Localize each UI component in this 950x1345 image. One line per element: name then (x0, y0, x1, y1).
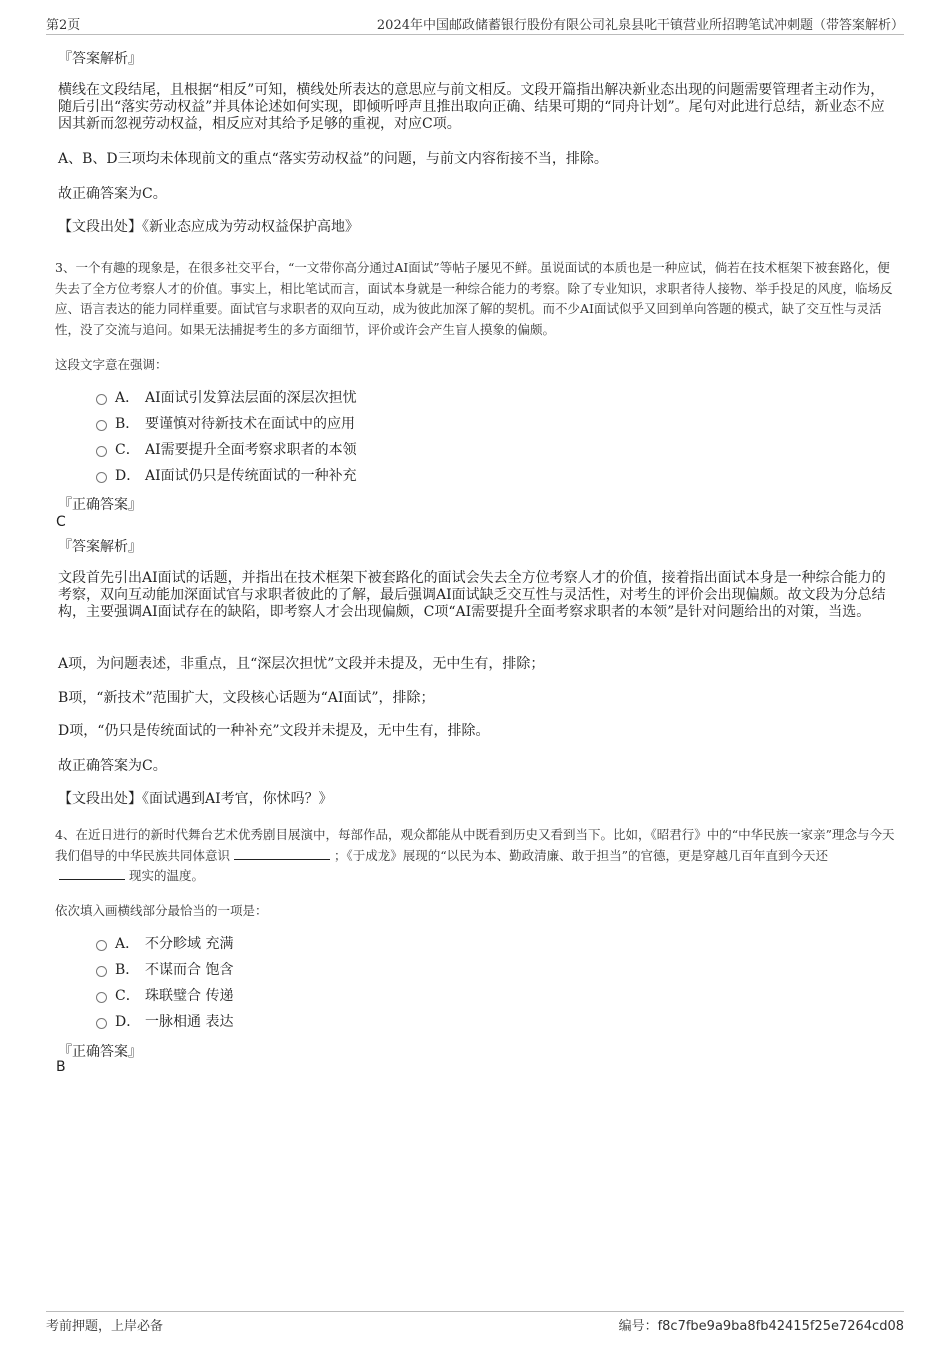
analysis-conclusion: 故正确答案为C。 (58, 186, 167, 202)
correct-answer-label: 『正确答案』 (58, 1044, 142, 1060)
question-4-prompt: 依次填入画横线部分最恰当的一项是： (55, 903, 268, 918)
option-b[interactable]: B． 要谨慎对待新技术在面试中的应用 (96, 414, 355, 434)
option-b[interactable]: B． 不谋而合 饱含 (96, 960, 233, 980)
radio-icon[interactable] (96, 420, 107, 431)
option-a[interactable]: A． AI面试引发算法层面的深层次担忧 (96, 388, 357, 408)
radio-icon[interactable] (96, 472, 107, 483)
analysis-paragraph: A、B、D三项均未体现前文的重点“落实劳动权益”的问题，与前文内容衔接不当，排除。 (58, 151, 608, 167)
fill-blank-2[interactable] (59, 867, 125, 880)
analysis-paragraph: D项，“仍只是传统面试的一种补充”文段并未提及，无中生有，排除。 (58, 723, 490, 739)
option-c[interactable]: C． AI需要提升全面考察求职者的本领 (96, 440, 357, 460)
radio-icon[interactable] (96, 992, 107, 1003)
document-title: 2024年中国邮政储蓄银行股份有限公司礼泉县叱干镇营业所招聘笔试冲刺题（带答案解析） (376, 18, 904, 33)
analysis-paragraph: 文段首先引出AI面试的话题，并指出在技术框架下被套路化的面试会失去全方位考察人才的价值，接着指出面试本身是一种综合能力的考察，双向互动能加深面试官与求职者彼此的了解，最后强调AI面试缺乏交互性与灵活性，对考生的评价会出现偏颇。故文段为分总结构，主要强调AI面试存在的缺陷，即考察人才会出现偏颇，C项“AI需要提升全面考察求职者的本领”是针对问题给出的对策，当选。 (58, 570, 886, 620)
analysis-paragraph: A项，为问题表述，非重点，且“深层次担忧”文段并未提及，无中生有，排除； (58, 656, 545, 672)
analysis-label: 『答案解析』 (58, 539, 142, 555)
option-d[interactable]: D． 一脉相通 表达 (96, 1012, 233, 1032)
correct-answer: C (56, 514, 66, 530)
footer-slogan: 考前押题，上岸必备 (46, 1319, 164, 1334)
radio-icon[interactable] (96, 1018, 107, 1029)
question-4-stem: 4、在近日进行的新时代舞台艺术优秀剧目展演中，每部作品，观众都能从中既看到历史又看到当下。比如，《昭君行》中的“中华民族一家亲”理念与今天我们倡导的中华民族共同体意识 ；《于成龙》展现的“以民为本、勤政清廉、敢于担当”的官德，更是穿越几百年直到今天还现实的温度。 (55, 827, 895, 883)
radio-icon[interactable] (96, 966, 107, 977)
page-footer (46, 1311, 904, 1334)
analysis-label: 『答案解析』 (58, 51, 142, 67)
correct-answer: B (56, 1059, 66, 1075)
passage-source: 【文段出处】《新业态应成为劳动权益保护高地》 (58, 219, 359, 235)
radio-icon[interactable] (96, 940, 107, 951)
option-d[interactable]: D． AI面试仍只是传统面试的一种补充 (96, 466, 357, 486)
analysis-paragraph: B项，“新技术”范围扩大，文段核心话题为“AI面试”，排除； (58, 690, 435, 706)
analysis-conclusion: 故正确答案为C。 (58, 758, 167, 774)
option-c[interactable]: C． 珠联璧合 传递 (96, 986, 233, 1006)
question-3-prompt: 这段文字意在强调： (55, 357, 168, 372)
radio-icon[interactable] (96, 394, 107, 405)
document-id: 编号：f8c7fbe9a9ba8fb42415f25e7264cd08 (618, 1319, 904, 1334)
page-number: 第2页 (46, 18, 81, 33)
fill-blank-1[interactable] (234, 847, 330, 860)
correct-answer-label: 『正确答案』 (58, 497, 142, 513)
page-header (46, 14, 904, 35)
radio-icon[interactable] (96, 446, 107, 457)
question-3-stem: 3、一个有趣的现象是，在很多社交平台，“一文带你高分通过AI面试”等帖子屡见不鲜。虽说面试的本质也是一种应试，倘若在技术框架下被套路化，便失去了全方位考察人才的价值。事实上，相比笔试而言，面试本身就是一种综合能力的考察。除了专业知识，求职者待人接物、举手投足的风度，临场反应、语言表达的能力同样重要。面试官与求职者的双向互动，成为彼此加深了解的契机。而不少AI面试似乎又回到单向答题的模式，缺了交互性与灵活性，没了交流与追问。如果无法捕捉考生的多方面细节，评价或许会产生盲人摸象的偏颇。 (55, 260, 893, 337)
analysis-paragraph: 横线在文段结尾，且根据“相反”可知，横线处所表达的意思应与前文相反。文段开篇指出解决新业态出现的问题需要管理者主动作为，随后引出“落实劳动权益”并具体论述如何实现，即倾听呼声且推出取向正确、结果可期的“同舟计划”。尾句对此进行总结，新业态不应因其新而忽视劳动权益，相反应对其给予足够的重视，对应C项。 (58, 82, 885, 132)
passage-source: 【文段出处】《面试遇到AI考官，你怵吗？》 (58, 791, 333, 807)
option-a[interactable]: A． 不分畛域 充满 (96, 934, 233, 954)
